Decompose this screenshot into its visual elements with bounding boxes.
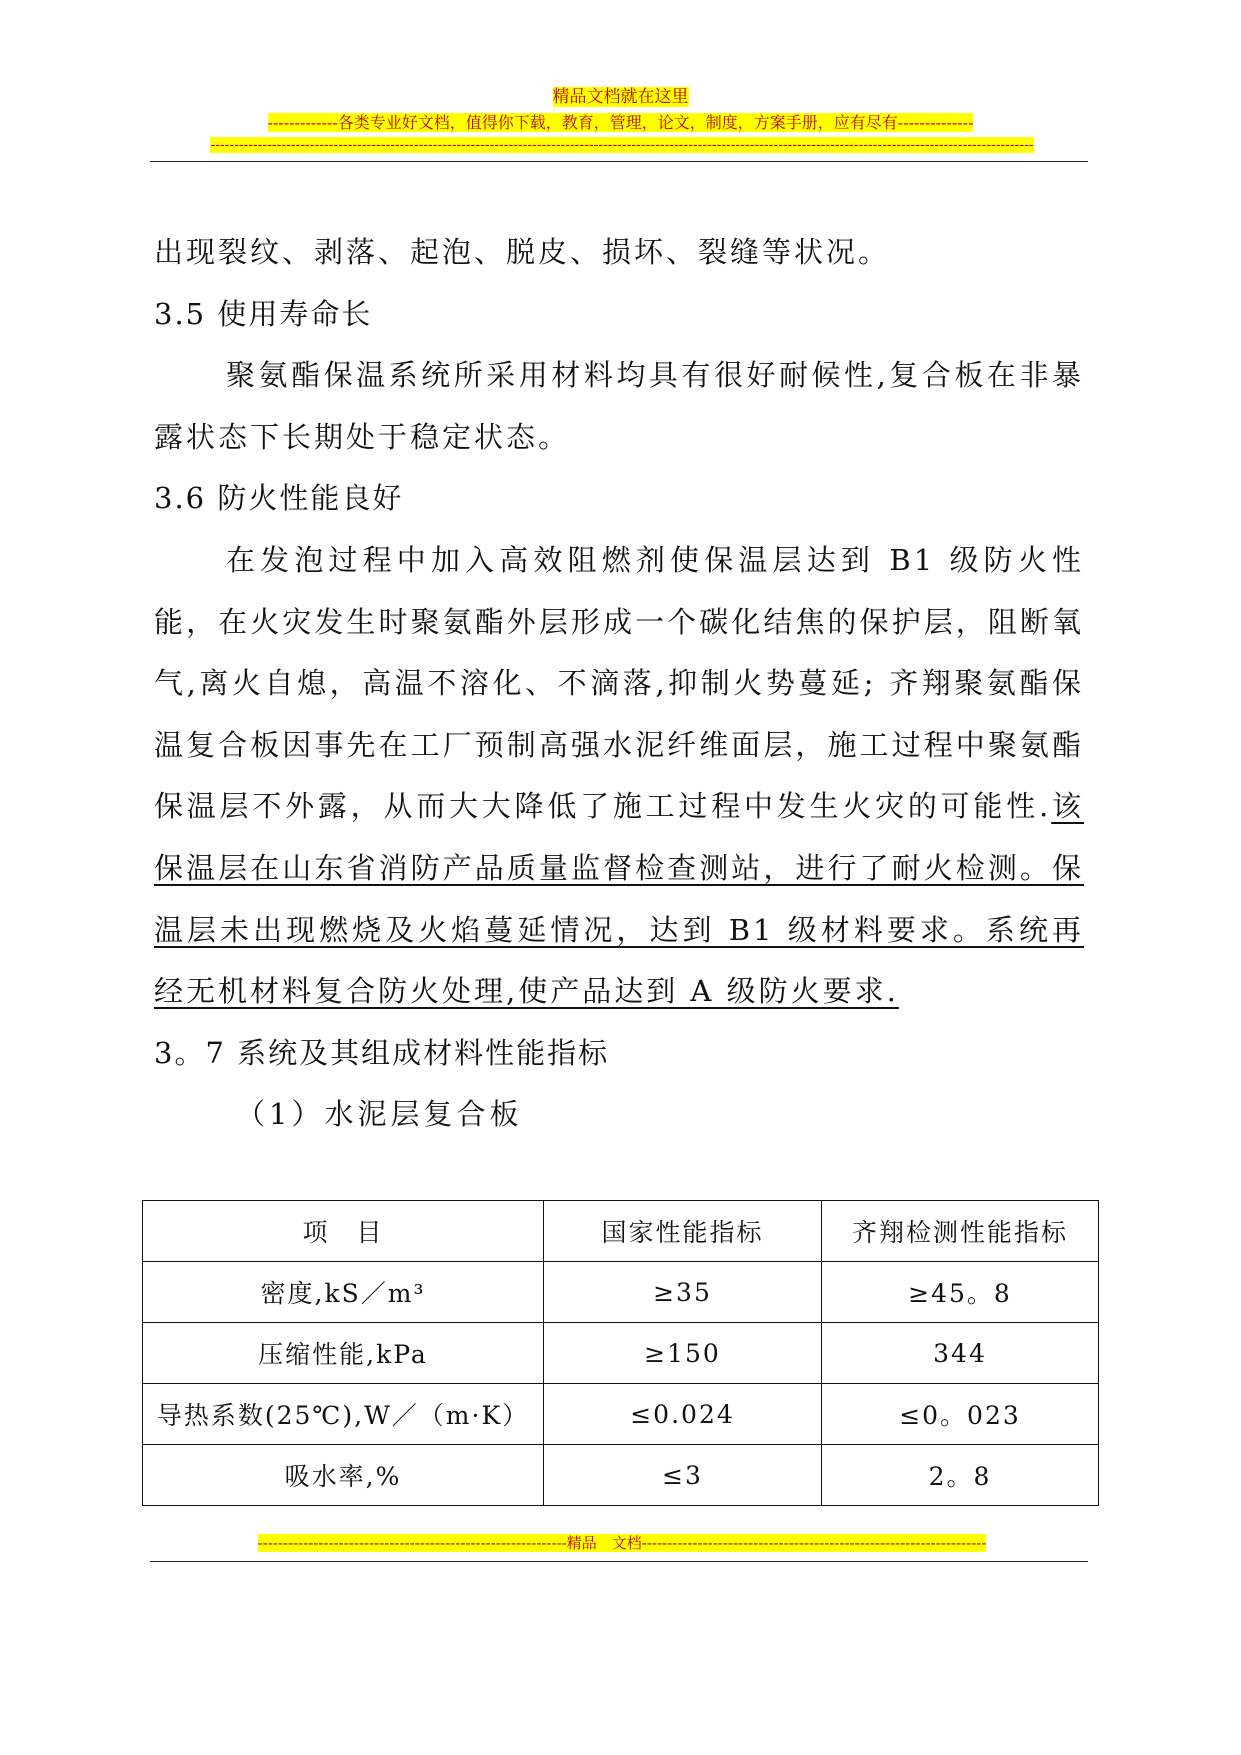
table-row [143,1262,1099,1323]
table-cell-tested: 2。8 [822,1445,1099,1506]
table-cell-item: 吸水率,% [143,1445,544,1506]
header-tagline: -------------各类专业好文档，值得你下载，教育，管理，论文，制度，方案手册，应有尽有-------------- [267,113,974,132]
table-row [143,1384,1099,1445]
table-cell-national: ≥35 [544,1262,822,1323]
table-cell-tested: ≥45。8 [822,1262,1099,1323]
table-cell-national: ≤3 [544,1445,822,1506]
table-header-national: 国家性能指标 [544,1201,822,1262]
header-title: 精品文档就在这里 [552,87,689,107]
table-cell-item: 密度,kS／m³ [143,1262,544,1323]
footer-rule [150,1561,1088,1562]
heading-3-6: 3.6 防火性能良好 [154,481,404,516]
paragraph-1: 出现裂纹、剥落、起泡、脱皮、损坏、裂缝等状况。 [154,235,891,269]
table-header-item: 项 目 [143,1201,544,1262]
table-row [143,1445,1099,1506]
paragraph-3-text: 在发泡过程中加入高效阻燃剂使保温层达到 B1 级防火性能，在火灾发生时聚氨酯外层形成一个碳化结焦的保护层，阻断氧气,离火自熄，高温不溶化、不滴落,抑制火势蔓延; 齐翔聚氨酯保温复合板因事先在工厂预制高强水泥纤维面层，施工过程中聚氨酯保温层不外露，从而大大降低了施工过程中发生火灾的可能性. [154,542,1084,824]
table-cell-tested: ≤0。023 [822,1384,1099,1445]
heading-3-7: 3。7 系统及其组成材料性能指标 [154,1035,610,1070]
footer-text: -------------------------------------------------------------精品 文档-------------------------------------------------------------------- [257,1534,987,1552]
paragraph-2: 聚氨酯保温系统所采用材料均具有很好耐候性,复合板在非暴露状态下长期处于稳定状态。 [154,358,1084,454]
table-cell-national: ≤0.024 [544,1384,822,1445]
table-header-row [143,1201,1099,1262]
document-body [154,222,1084,1146]
table-header-tested: 齐翔检测性能指标 [822,1201,1099,1262]
table-cell-item: 压缩性能,kPa [143,1323,544,1384]
table-cell-tested: 344 [822,1323,1099,1384]
subheading-cement-board: （1）水泥层复合板 [236,1097,523,1132]
paragraph-3 [154,530,1084,1023]
table-cell-national: ≥150 [544,1323,822,1384]
table-cell-item: 导热系数(25℃),W／（m·K） [143,1384,544,1445]
paragraph-3-underlined-text: 该保温层在山东省消防产品质量监督检查测站，进行了耐火检测。保温层未出现燃烧及火焰蔓延情况，达到 B1 级材料要求。系统再经无机材料复合防火处理,使产品达到 A 级防火要求. [154,789,1084,1009]
header-rule [150,161,1088,162]
table-row [143,1323,1099,1384]
spec-table [142,1200,1099,1506]
header-dash-line: ------------------------------------------------------------------------------------------------------------------------------------------------------------------------------ [210,137,1034,153]
heading-3-5: 3.5 使用寿命长 [154,296,373,331]
